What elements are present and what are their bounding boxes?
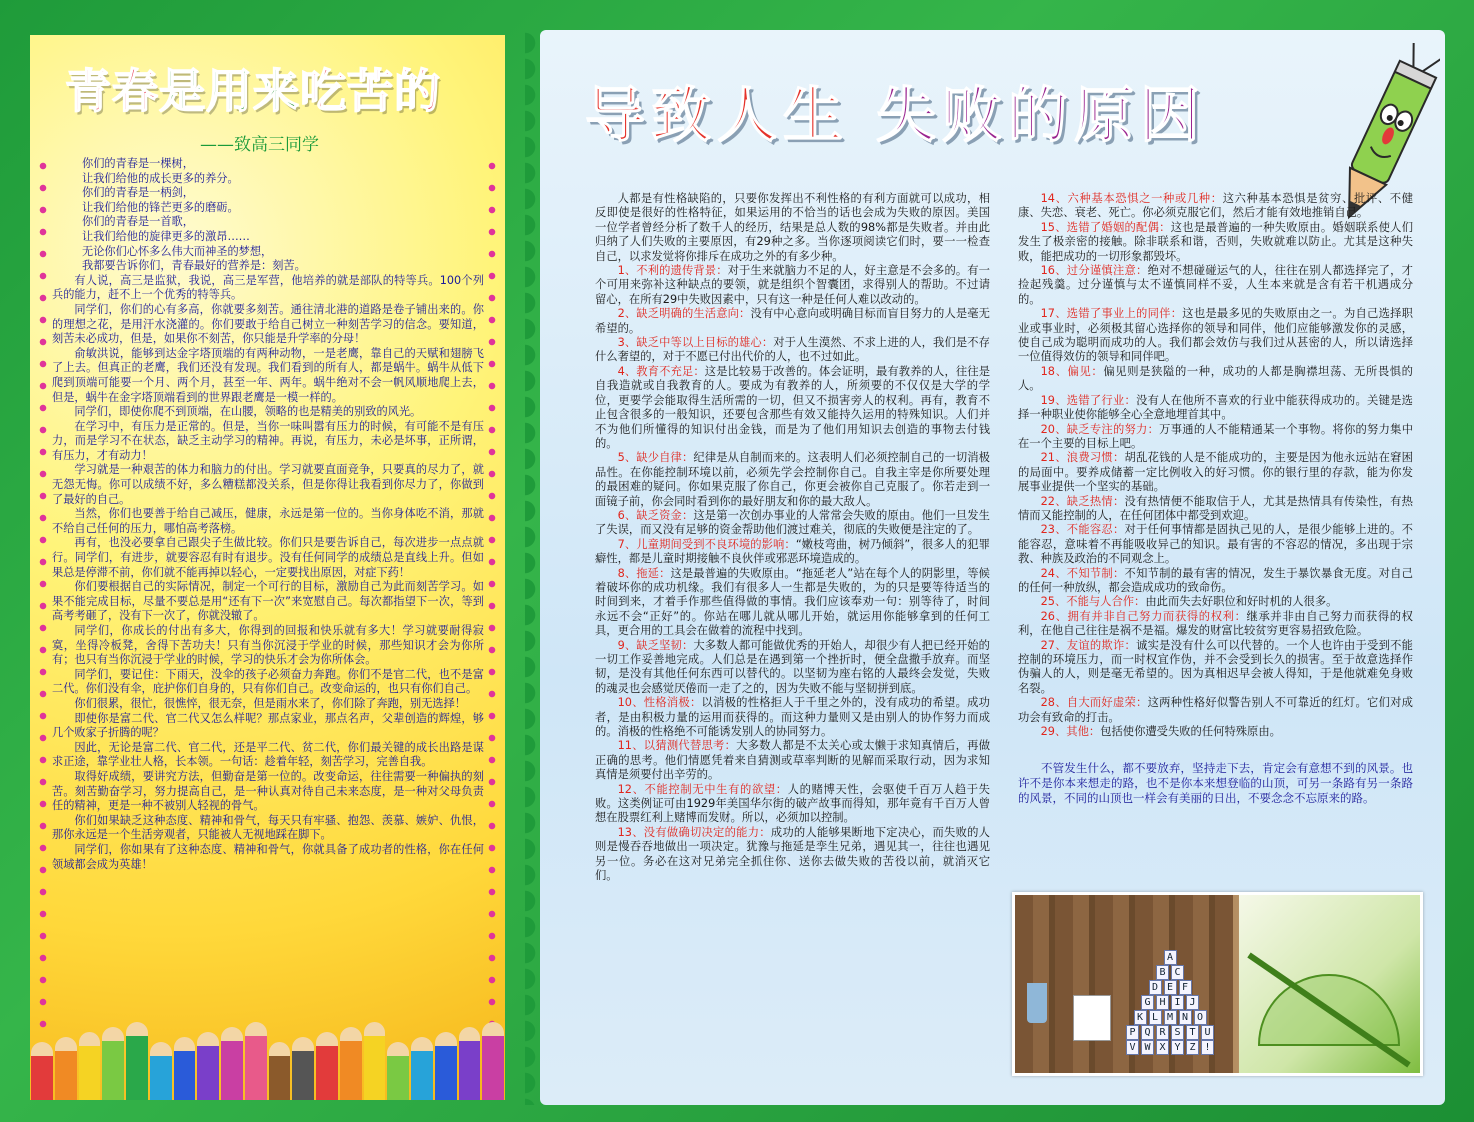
pencil-icon [126,1022,148,1100]
letter-block: X [1156,1040,1169,1055]
left-paragraph: 你们很累，很忙，很憔悴，很无奈，但是雨水来了，你们除了奔跑，别无选择！ [74,696,466,710]
reason-item [1018,221,1413,264]
reason-item [1018,451,1413,494]
pencil-icon [150,1042,172,1100]
letter-block: Y [1171,1040,1184,1055]
reason-heading: 15、选错了婚姻的配偶： [1040,220,1171,234]
reason-text: 成功的人能够果断地下定决心，而失败的人则是慢吞吞地做出一项决定。犹豫与拖延是孪生兄弟，遇见其一，往往也遇见另一位。务必在这对兄弟完全抓住你、送你去做失败的苦役以前，就消灭它们。 [595,825,990,883]
poem-line: 你们的青春是一棵树， [82,157,194,170]
reason-heading: 6、缺乏资金： [617,508,694,522]
reason-heading: 22、缺乏热情： [1040,494,1125,508]
reason-text: 继承并非由自己努力而获得的权利，在他自己往往是祸不是福。爆发的财富比较贫穷更容易招致危险。 [1018,609,1413,638]
reason-heading: 5、缺少自律： [617,451,694,465]
pencil-icon [316,1032,338,1100]
letter-block: L [1149,1010,1162,1025]
pencil-icon [269,1042,291,1100]
left-paragraph: 学习就是一种艰苦的体力和脑力的付出。学习就要直面竞争，只要真的尽力了，就无怨无悔。你可以成绩不好，多么糟糕都没关系，但是你得让我看到你尽力了，你做到了最好的自己。 [52,463,484,506]
reason-heading: 29、其他： [1040,725,1101,739]
reason-text: 这是最普遍的失败原由。“拖延老人”站在每个人的阴影里，等候着破坏你的成功机缘。我们有很多人一生都是失败的，为的只是要等待适当的时间到来，才着手作那些值得做的事情。我们应该奉劝一句：别等待了，时间永远不会“正好”的。你站在哪儿就从哪儿开始，就运用你能够拿到的任何工具，更合用的工具会在做着的流程中找到。 [595,566,990,638]
pencil-icon [411,1037,433,1100]
left-paragraph: 你们如果缺乏这种态度、精神和骨气，每天只有牢骚、抱怨、羡慕、嫉妒、仇恨，那你永远是一个生活旁观者，只能被人无视地踩在脚下。 [52,813,484,842]
pencil-icon [221,1027,243,1100]
letter-block: H [1156,995,1169,1010]
letter-block: Q [1141,1025,1154,1040]
left-paragraphs [52,274,484,872]
left-paragraph: 即使你是富二代、官二代又怎么样呢？那点家业，那点名声，父辈创造的辉煌，够几个败家子折腾的呢？ [52,711,484,740]
alphabet-blocks [1115,950,1225,1065]
reason-item [1018,192,1413,221]
left-title-part2: 是用来 [159,64,300,118]
reason-item [595,264,990,307]
right-title [585,68,1206,154]
block-row [1115,1040,1225,1055]
reason-heading: 25、不能与人合作： [1040,595,1146,609]
reason-text: 这六种基本恐惧是贫穷、批评、不健康、失恋、衰老、死亡。你必须克服它们，然后才能有效地推销自己。 [1018,192,1413,220]
letter-block: N [1179,1010,1192,1025]
study-photo [1012,892,1423,1076]
poem-line: 我都要告诉你们，青春最好的营养是：刻苦。 [82,259,306,273]
letter-block: K [1134,1010,1147,1025]
reason-heading: 11、以猜测代替思考： [617,739,737,753]
left-paragraph: 因此，无论是富二代、官二代，还是平二代、贫二代，你们最关键的成长出路是谋求正途，靠学业壮人格，长本领。一句话：趁着年轻，刻苦学习，完善自我。 [52,740,484,769]
left-paragraph: 你们要根据自己的实际情况，制定一个可行的目标，激励自己为此而刻苦学习。如果不能完成目标，尽量不要总是用“还有下一次”来宽慰自己。每次都指望下一次，等到高考考砸了，没有下一次了，你就没辙了。 [52,580,484,623]
right-title-part1: 导致人生 [585,81,849,151]
reason-item [1018,365,1413,394]
reason-heading: 24、不知节制： [1040,566,1125,580]
reason-item [595,538,990,567]
reason-item [595,826,990,884]
intro-paragraph: 人都是有性格缺陷的，只要你发挥出不利性格的有利方面就可以成功，相反即使是很好的性格特征，如果运用的不恰当的话也会成为失败的原因。美国一位学者曾经分析了数千人的经历，结果是总人数的98%都是失败者。并由此归纳了人们失败的主要原因，有29种之多。当你逐项阅读它们时，要一一检查自己，以求发觉将你排斥在成功之外的有多少种。 [595,192,990,263]
reason-heading: 1、不利的遗传背景： [617,264,728,278]
pencil-icon [364,1022,386,1100]
reason-text: “嫩枝弯曲，树乃倾斜”，很多人的犯罪癖性，都是儿童时期接触不良伙伴或邪恶环境造成的。 [595,537,990,566]
left-title-part3: 吃苦的 [300,64,441,118]
letter-block: A [1164,950,1177,965]
poem-line: 让我们给他的锋芒更多的磨砺。 [82,200,239,214]
poem-line: 你们的青春是一首歌， [82,215,194,229]
left-paragraph: 再有，也没必要拿自己跟尖子生做比较。你们只是要告诉自己，每次进步一点点就行。同学们，有进步，就要容忍有时有退步。没有任何同学的成绩总是直线上升。但如果总是停滞不前，你们就不能再掉以轻心，一定要找出原因，对症下药！ [52,536,484,579]
pencil-icon [55,1037,77,1100]
reason-item [1018,394,1413,423]
reason-heading: 4、教育不充足： [617,364,705,378]
reason-item [595,307,990,336]
reason-text: 纪律是从自制而来的。这表明人们必须控制自己的一切消极品性。在你能控制环境以前，必须先学会控制你自己。自我主宰是你所要处理的最困难的疑问。你如果克服了你自己，你更会被你自己克服了。你若走到一面镜子前，你会同时看到你的最好朋友和你的最大敌人。 [595,451,990,508]
reason-text: 这也是最普遍的一种失败原由。婚姻联系使人们发生了极亲密的接触。除非联系和谐，否则，失败就难以防止。尤其是这种失败，能把成功的一切形象都毁坏。 [1018,220,1413,263]
letter-block: R [1156,1025,1169,1040]
pencil-icon [482,1022,504,1100]
letter-block: P [1126,1025,1139,1040]
pencil-icon [174,1037,196,1100]
reason-text: 以消极的性格拒人于千里之外的，没有成功的希望。成功者，是由积极力量的运用而获得的。而这种力量则又是由别人的协作努力而成的。消极的性格绝不可能诱发别人的协同努力。 [595,696,990,739]
scalloped-edge [525,30,555,1105]
letter-block: D [1149,980,1162,995]
pencil-cup-icon [1027,983,1047,1023]
reason-text: 诚实是没有什么可以代替的。一个人也许由于受到不能控制的环境压力，而一时权宜作伪，并不会受到长久的损害。至于故意选择作伪骗人的人，则是毫无希望的。因为真相迟早会被人得知，于是他就难免身败名裂。 [1018,638,1413,695]
reason-item [595,783,990,826]
block-row [1115,1010,1225,1025]
reason-heading: 13、没有做确切决定的能力： [617,825,771,839]
left-paragraph: 同学们，你如果有了这种态度、精神和骨气，你就具备了成功者的性格，你在任何领域都会成为英雄！ [52,842,484,871]
pencil-icon [245,1022,267,1100]
block-row [1115,980,1225,995]
left-title-part1: 青春 [65,64,159,118]
letter-block: E [1164,980,1177,995]
reason-text: 包括使你遭受失败的任何特殊原由。 [1100,725,1281,739]
reason-item [1018,696,1413,725]
column-right [1018,192,1413,805]
reason-heading: 3、缺乏中等以上目标的雄心： [617,336,774,350]
reason-item [1018,639,1413,697]
left-paragraph: 同学们，要记住：下雨天，没伞的孩子必须奋力奔跑。你们不是官二代，也不是富二代。你们没有伞，庇护你们自身的，只有你们自己。改变命运的，也只有你们自己。 [52,667,484,696]
pencil-icon [197,1032,219,1100]
reason-item [1018,610,1413,639]
reason-item [595,336,990,365]
reason-text: 没有热情便不能取信于人，尤其是热情具有传染性，有热情而又能控制的人，在任何团体中都受到欢迎。 [1018,494,1413,522]
letter-block: G [1141,995,1154,1010]
left-body [52,157,484,872]
letter-block: B [1156,965,1169,980]
left-paragraph: 有人说，高三是监狱，我说，高三是军营，他培养的就是部队的特等兵。100个列兵的能力，赶不上一个优秀的特等兵。 [52,273,484,302]
reason-text: 不知节制的最有害的情况，发生于暴饮暴食无度。对自己的任何一种放纵，都会造成成功的致命伤。 [1018,566,1413,594]
reason-text: 这是第一次创办事业的人常常会失败的原由。他们一旦发生了失误，而又没有足够的资金帮助他们渡过难关，彻底的失败便是注定的了。 [595,508,990,537]
reasons-list-2 [1018,192,1413,739]
pencil-icon [340,1027,362,1100]
reason-item [595,567,990,639]
left-paragraph: 当然，你们也要善于给自己减压，健康，永远是第一位的。当你身体吃不消，那就不给自己任何的压力，哪怕高考落榜。 [52,507,484,535]
left-paragraph: 在学习中，有压力是正常的。但是，当你一味叫嚣有压力的时候，有可能不是有压力，而是学习不在状态，缺乏主动学习的精神。再说，有压力，未必是坏事，正所谓，有压力，才有动力！ [52,419,484,462]
pencil-icon [387,1042,409,1100]
reason-text: 大多数人都是不太关心或太懒于求知真情后，再做正确的思考。他们情愿凭着来自猜测或草率判断的见解而采取行动，因为求知真情是须要付出辛劳的。 [595,739,990,782]
reason-heading: 10、性格消极： [617,696,702,710]
reason-item [595,365,990,451]
reason-item [1018,595,1413,609]
letter-block: O [1194,1010,1207,1025]
letter-block: V [1126,1040,1139,1055]
left-panel [30,35,505,1100]
poem-line: 无论你们心怀多么伟大而神圣的梦想， [82,244,273,258]
green-ruler-image [1239,895,1420,1073]
reason-text: 由此而失去好职位和好时机的人很多。 [1145,595,1338,609]
reason-text: 万事通的人不能精通某一个事物。将你的努力集中在一个主要的目标上吧。 [1018,422,1413,450]
poem [52,157,484,274]
reason-text: 大多数人都可能做优秀的开始人，却很少有人把已经开始的一切工作妥善地完成。人们总是在遇到第一个挫折时，便全盘撒手放弃。而坚韧，是没有其他任何东西可以替代的。以坚韧为座右铭的人最终会发觉，失败的魂灵也会感觉厌倦而一走了之的，因为失败不能与坚韧拼到底。 [595,638,990,695]
reason-heading: 12、不能控制无中生有的欲望： [617,782,788,796]
reason-text: 绝对不想碰碰运气的人，往往在别人都选择完了，才捡起残羹。过分谨慎与太不谨慎同样不妥，人生本来就是含有若干机遇成分的。 [1018,264,1413,306]
letter-block: Z [1186,1040,1199,1055]
letter-block: J [1186,995,1199,1010]
reason-text: 偏见则是狭隘的一种，成功的人都是胸襟坦荡、无所畏惧的人。 [1018,364,1413,393]
reason-text: 这是比较易于改善的。体会证明，最有教养的人，往往是自我造就或自我教育的人。要成为有教养的人，所须要的不仅仅是大学的学位，更要学会能取得生活所需的一切，但又不损害旁人的权利。再有，教育不止包含很多的一般知识，还要包含那些有效又能持久运用的特殊知识。人们并不为他们所懂得的知识付出金钱，而是为了他们用知识去创造的事物去付钱的。 [595,364,990,450]
letter-block: I [1171,995,1184,1010]
pencil-icon [435,1032,457,1100]
reason-text: 没有中心意向或明确目标而盲目努力的人是毫无希望的。 [595,307,990,335]
reason-text: 胡乱花钱的人是不能成功的，主要是因为他永远站在窘困的局面中。要养成储蓄一定比例收入的好习惯。你的银行里的存款，能为你发展事业提供一个坚实的基础。 [1018,451,1413,494]
pencil-icon [292,1037,314,1100]
reason-heading: 19、选错了行业： [1040,393,1137,407]
pencil-icon [31,1042,53,1100]
block-row [1115,965,1225,980]
protractor-icon [1239,895,1420,1073]
letter-block: T [1186,1025,1199,1040]
reason-heading: 28、自大而好虚荣： [1040,696,1148,710]
reason-item [1018,567,1413,596]
left-title [65,55,485,125]
reason-item [595,639,990,697]
reason-text: 这两种性格好似警告别人不可靠近的红灯。它们对成功会有致命的打击。 [1018,696,1413,724]
reason-item [595,451,990,509]
note-paper-icon [1073,995,1111,1041]
reason-item [595,509,990,538]
column-left [595,192,990,884]
left-paragraph: 俞敏洪说，能够到达金字塔顶端的有两种动物，一是老鹰，靠自己的天赋和翅膀飞了上去。但真正的老鹰，我们还没有发现。我们看到的所有人，都是蜗牛。蜗牛从低下爬到顶端可能要一个月、两个月，甚至一年、两年。蜗牛绝对不会一帆风顺地爬上去，但是，蜗牛在金字塔顶端看到的世界跟老鹰是一模一样的。 [52,346,484,404]
reason-item [1018,423,1413,452]
left-paragraph: 同学们，你们的心有多高，你就要多刻苦。通往清北港的道路是卷子铺出来的。你的理想之花，是用汗水浇灌的。你们要敢于给自己树立一种刻苦学习的信念。要知道，刻苦未必成功，但是，如果你不刻苦，你只能是升学率的分母！ [52,302,484,346]
pencil-icon [79,1032,101,1100]
poem-line: 你们的青春是一柄剑， [82,186,194,200]
letter-block: M [1164,1010,1177,1025]
reason-item [1018,264,1413,307]
reason-item [1018,495,1413,524]
letter-block: C [1171,965,1184,980]
dot-border-right [485,155,499,1055]
block-row [1115,950,1225,965]
reason-heading: 8、拖延： [617,566,671,580]
colored-pencils-image [30,1020,505,1100]
right-title-part2: 失败的原因 [875,81,1206,151]
reason-heading: 20、缺乏专注的努力： [1040,422,1160,436]
left-paragraph: 同学们，你成长的付出有多大，你得到的回报和快乐就有多大！学习就要耐得寂寞，坐得冷板凳，舍得下苦功夫！只有当你沉浸于学业的时候，那些知识才会为你所有；也只有当你沉浸于学业的时候，学习的快乐才会为你所体会。 [52,624,484,667]
reason-heading: 16、过分谨慎注意： [1040,264,1148,278]
reason-item [1018,725,1413,739]
reason-text: 对于人生漠然、不求上进的人，我们是不存什么奢望的，对于不愿已付出代价的人，也不过如此。 [595,336,990,364]
reason-text: 没有人在他所不喜欢的行业中能获得成功的。关键是选择一种职业使你能够全心全意地埋首其中。 [1018,393,1413,422]
reason-text: 对于任何事情都是固执己见的人，是很少能够上进的。不能容忍，意味着不再能吸收异己的知识。最有害的不容忍的情况，多出现于宗教、种族及政治的不同观念上。 [1018,523,1413,566]
reason-text: 人的赌博天性，会驱使千百万人趋于失败。这类例证可由1929年美国华尔街的破产故事而得知，那年竟有千百万人曾想在股票红利上赌博而发财。所以，必须加以控制。 [595,782,990,825]
letter-block: S [1171,1025,1184,1040]
block-row [1115,995,1225,1010]
left-subtitle: ——致高三同学 [200,135,319,155]
reason-heading: 27、友谊的欺诈： [1040,638,1137,652]
reason-item [1018,307,1413,365]
left-paragraph: 同学们，即使你爬不到顶端，在山腰，领略的也是精美的别致的风光。 [74,405,422,419]
letter-block: F [1179,980,1192,995]
dot-border-left [36,155,50,1055]
reason-heading: 2、缺乏明确的生活意向： [617,307,751,321]
letter-block: U [1201,1025,1214,1040]
left-paragraph: 取得好成绩，要讲究方法，但勤奋是第一位的。改变命运，往往需要一种偏执的刻苦。刻苦勤奋学习，努力提高自己，是一种认真对待自己未来态度，是一种对父母负责任的精神，更是一种不被别人轻视的骨气。 [52,769,484,813]
poem-line: 让我们给他的成长更多的养分。 [82,171,239,185]
reason-heading: 9、缺乏坚韧： [617,638,694,652]
right-panel [540,30,1445,1105]
reason-text: 对于生来就脑力不足的人，好主意是不会多的。有一个可用来弥补这种缺点的要领，就是组织个智囊团，求得别人的帮助。不过请留心，在所有29中失败因素中，只有这一种是任何人难以改动的。 [595,264,990,306]
reason-heading: 26、拥有并非自己努力而获得的权利： [1040,609,1247,623]
reason-item [595,739,990,782]
poem-line: 让我们给他的旋律更多的激昂…… [82,229,250,243]
pencil-icon [459,1027,481,1100]
reason-heading: 14、六种基本恐惧之一种或几种： [1040,192,1223,205]
reason-heading: 21、浪费习惯： [1040,451,1125,465]
block-row [1115,1025,1225,1040]
letter-block: ! [1201,1040,1214,1055]
reason-item [1018,523,1413,566]
reason-heading: 17、选错了事业上的同伴： [1040,307,1183,321]
reason-heading: 23、不能容忍： [1040,523,1125,537]
closing-paragraph: 不管发生什么，都不要放弃，坚持走下去，肯定会有意想不到的风景。也许不是你本来想走的路，也不是你本来想登临的山顶，可另一条路有另一条路的风景，不同的山顶也一样会有美丽的日出，不要念念不忘原来的路。 [1018,761,1413,805]
reason-item [595,696,990,739]
reason-heading: 18、偏见： [1040,364,1104,378]
reasons-list-1 [595,264,990,883]
reason-text: 这也是最多见的失败原由之一。为自己选择职业或事业时，必须极其留心选择你的领导和同伴，他们应能够激发你的灵感，使自己成为聪明而成功的人。我们都会效仿与我们过从甚密的人，所以请选择一位值得效仿的领导和同伴吧。 [1018,307,1413,364]
letter-block: W [1141,1040,1154,1055]
pencil-icon [102,1027,124,1100]
reason-heading: 7、儿童期间受到不良环境的影响： [617,537,796,551]
